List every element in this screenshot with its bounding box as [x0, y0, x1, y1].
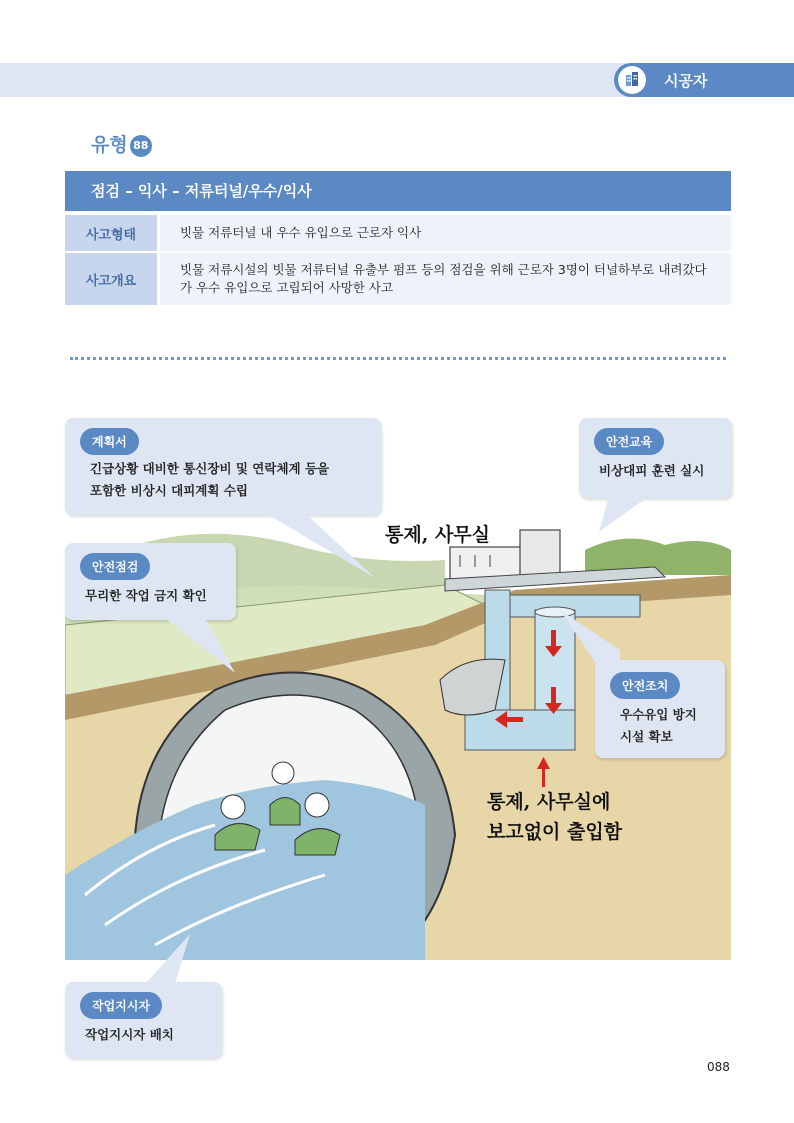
- header-bar: [0, 63, 794, 97]
- row-key: 사고형태: [65, 215, 157, 251]
- callout-measures: [595, 660, 725, 758]
- table-row: [65, 253, 731, 307]
- measures-text-2: 시설 확보: [620, 729, 673, 744]
- callout-pointer: [265, 513, 385, 583]
- plan-text-1: 긴급상황 대비한 통신장비 및 연락체계 등을: [90, 461, 330, 476]
- type-heading: [91, 130, 152, 157]
- dotted-divider: [70, 357, 726, 360]
- type-prefix: 유형: [91, 134, 128, 156]
- label-bottom-line2: 보고없이 출입함: [487, 821, 623, 843]
- page-number: 088: [707, 1060, 730, 1074]
- tag-education: 안전교육: [594, 428, 664, 455]
- row-key: 사고개요: [65, 253, 157, 305]
- callout-pointer: [145, 934, 205, 986]
- education-text: 비상대피 훈련 실시: [599, 463, 705, 478]
- plan-text-2: 포함한 비상시 대피계획 수립: [90, 483, 248, 498]
- role-badge: [614, 63, 794, 97]
- inspection-text: 무리한 작업 금지 확인: [85, 588, 207, 603]
- callout-pointer: [165, 618, 245, 678]
- tag-plan: 계획서: [80, 428, 139, 455]
- callout-inspection: [65, 543, 236, 620]
- callout-education: [579, 418, 732, 498]
- callout-pointer: [560, 610, 620, 680]
- callout-supervisor: [65, 982, 222, 1058]
- tag-measures: 안전조치: [610, 672, 680, 699]
- role-label: 시공자: [664, 72, 708, 90]
- table-title: 점검 – 익사 – 저류터널/우수/익사: [65, 171, 731, 211]
- building-icon: [618, 66, 646, 94]
- row-value: 빗물 저류터널 내 우수 유입으로 근로자 익사: [160, 215, 731, 251]
- tag-inspection: 안전점검: [80, 553, 150, 580]
- table-row: [65, 215, 731, 253]
- row-value: 빗물 저류시설의 빗물 저류터널 유출부 펌프 등의 점검을 위해 근로자 3명이 터널하부로 내려갔다가 우수 유입으로 고립되어 사망한 사고: [160, 253, 731, 305]
- measures-text-1: 우수유입 방지: [620, 707, 697, 722]
- label-bottom-line1: 통제, 사무실에: [487, 791, 611, 813]
- supervisor-text: 작업지시자 배치: [85, 1027, 174, 1042]
- type-number-badge: 88: [130, 135, 152, 157]
- callout-plan: [65, 418, 381, 515]
- label-top: 통제, 사무실: [385, 524, 490, 546]
- callout-pointer: [599, 496, 659, 536]
- accident-info-table: [65, 171, 731, 307]
- tag-supervisor: 작업지시자: [80, 992, 162, 1019]
